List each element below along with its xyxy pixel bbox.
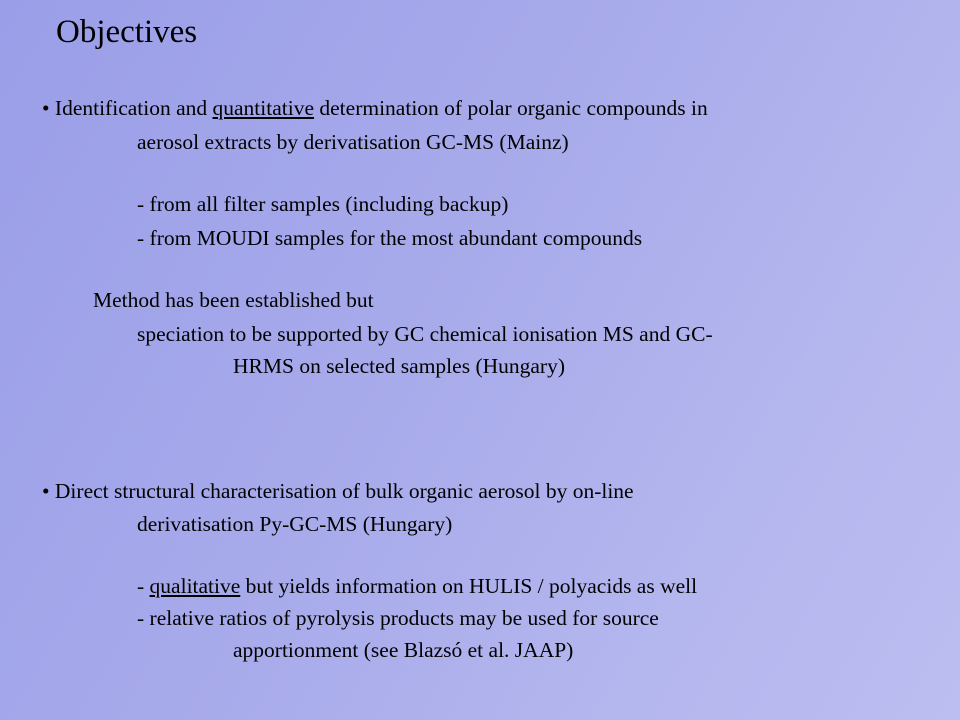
section1-line1: [42, 95, 708, 121]
method-line1: Method has been established but: [93, 288, 374, 312]
section2-item1-prefix: -: [137, 574, 150, 598]
section2-item-apportionment: apportionment (see Blazsó et al. JAAP): [233, 638, 574, 662]
qualitative-underlined: qualitative: [149, 574, 241, 598]
method-line3: HRMS on selected samples (Hungary): [233, 354, 565, 378]
section2-line1: [42, 478, 634, 504]
section1-line1-prefix: Identification and: [54, 96, 213, 120]
section1-line2: aerosol extracts by derivatisation GC-MS (Mainz): [137, 130, 569, 154]
slide-title: Objectives: [56, 14, 198, 50]
section2-line2: derivatisation Py-GC-MS (Hungary): [137, 512, 453, 536]
section1-item-filter-samples: - from all filter samples (including backup): [137, 192, 509, 216]
quantitative-underlined: quantitative: [212, 96, 315, 120]
section2-line1-text: Direct structural characterisation of bulk organic aerosol by on-line: [54, 479, 634, 503]
section1-item-moudi-samples: - from MOUDI samples for the most abundant compounds: [137, 226, 643, 250]
bullet: •: [42, 479, 50, 503]
method-line2: speciation to be supported by GC chemical ionisation MS and GC-: [137, 322, 713, 346]
section2-item1-suffix: but yields information on HULIS / polyacids as well: [240, 574, 698, 598]
section1-line1-suffix: determination of polar organic compounds in: [314, 96, 708, 120]
bullet: •: [42, 96, 50, 120]
section2-item-qualitative: [137, 573, 697, 599]
section2-item-relative-ratios: - relative ratios of pyrolysis products may be used for source: [137, 606, 659, 630]
